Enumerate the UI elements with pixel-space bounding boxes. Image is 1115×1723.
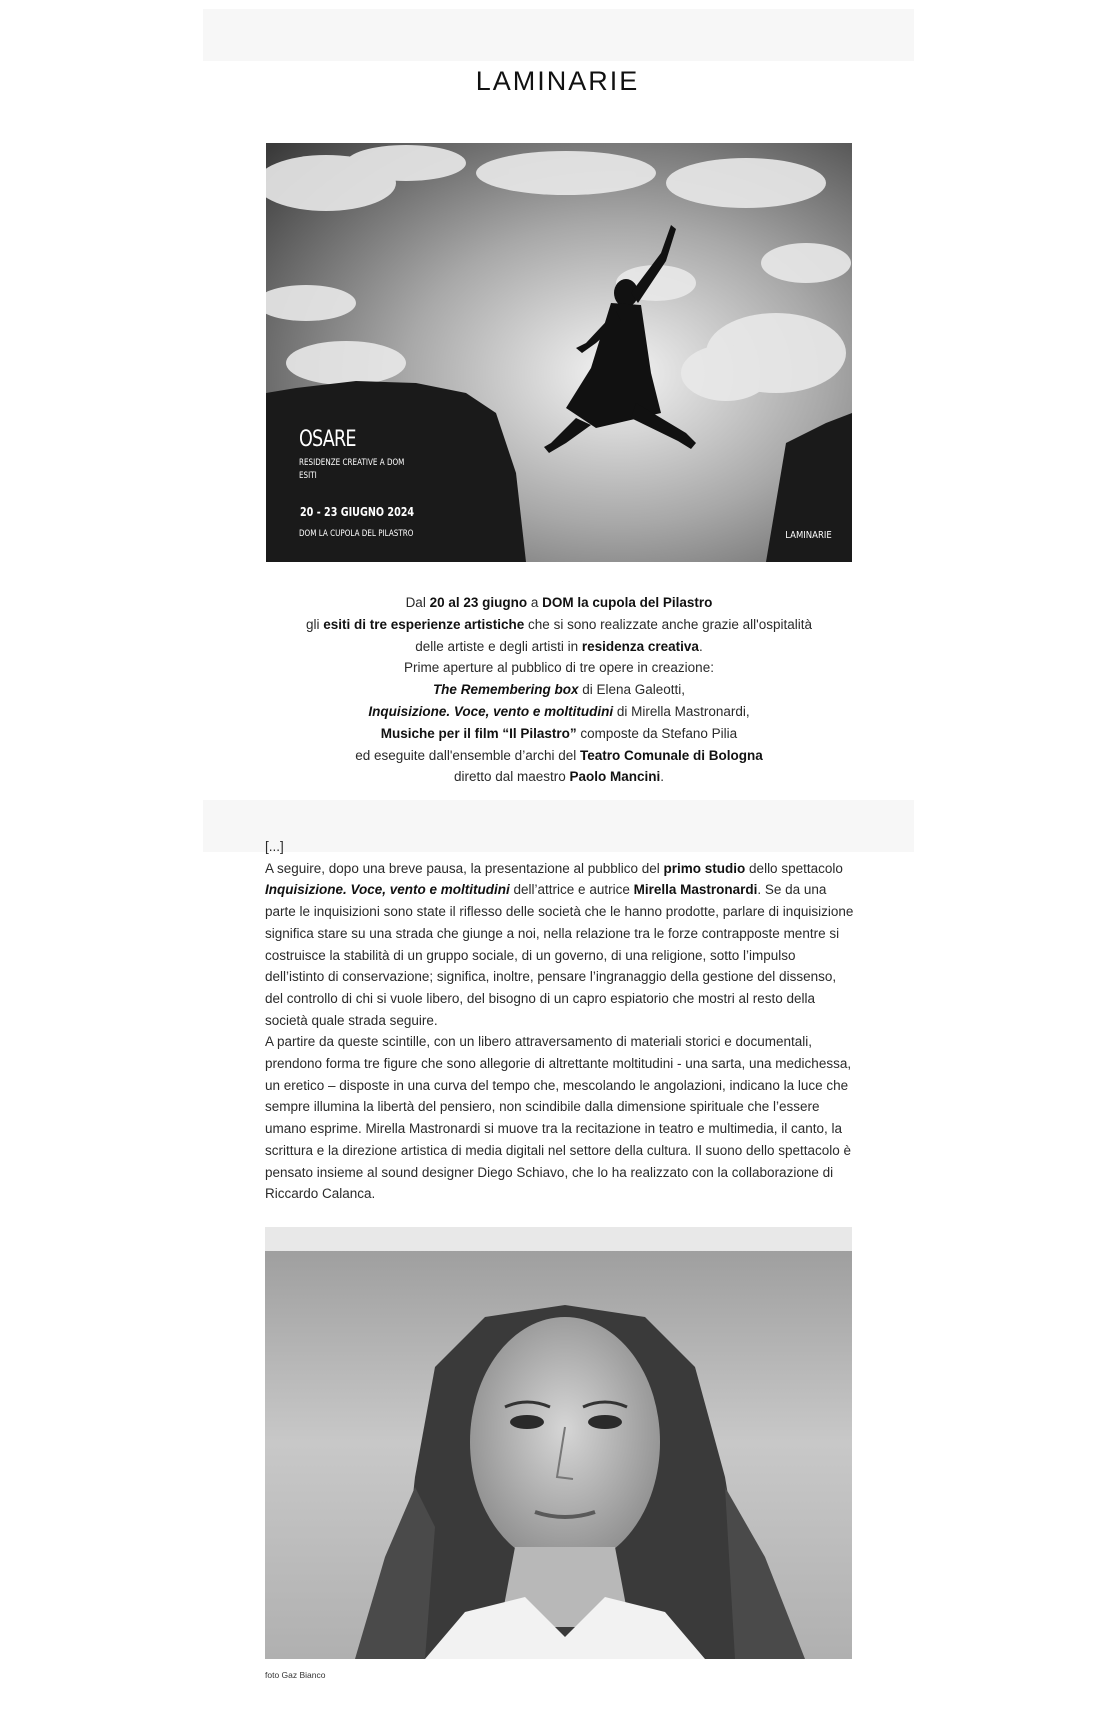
intro-text [266,592,852,788]
intro-line: Musiche per il film “Il Pilastro” composte da Stefano Pilia [380,725,738,741]
poster-dates: 20 - 23 GIUGNO 2024 [300,505,415,519]
intro-line: diretto dal maestro Paolo Mancini. [453,769,665,785]
poster-photo [266,143,852,562]
poster-venue: DOM LA CUPOLA DEL PILASTRO [299,529,414,539]
intro-line: delle artiste e degli artisti in residenza creativa. [415,638,703,654]
poster-title: OSARE [299,427,356,452]
article-body [265,836,855,1205]
intro-line: Inquisizione. Voce, vento e moltitudini di Mirella Mastronardi, [368,703,750,719]
top-band [203,9,914,61]
ellipsis: [...] [265,839,284,854]
intro-line: Prime aperture al pubblico di tre opere in creazione: [404,660,714,676]
paragraph: A seguire, dopo una breve pausa, la presentazione al pubblico del primo studio dello spettacolo Inquisizione. Voce, vento e moltitudini dell’attrice e autrice Mirella Mastronardi. Se da una parte le inquisizioni sono state il riflesso delle società che le hanno prodotte, parlare di inquisizione significa stare su una strada che giunge a noi, nella relazione tra le forze contrapposte mentre si costruisce la stabilità di un gruppo sociale, di un governo, di una religione, sotto l’impulso dell’istinto di conservazione; significa, inoltre, pensare l’ingranaggio della gestione del dissenso, del controllo di chi si vuole libero, del bisogno di un capro espiatorio che mostri al resto della società quale strada seguire. [265,860,854,1028]
intro-line: ed eseguite dall'ensemble d’archi del Teatro Comunale di Bologna [355,747,763,763]
portrait-image [265,1227,852,1659]
intro-line: The Remembering box di Elena Galeotti, [432,682,686,698]
event-poster-image[interactable] [266,143,852,562]
poster-brand: LAMINARIE [785,530,832,541]
portrait-photo[interactable] [265,1227,852,1659]
intro-line: gli esiti di tre esperienze artistiche che si sono realizzate anche grazie all'ospitalità [305,616,813,632]
poster-subtitle-esiti: ESITI [299,471,317,481]
photo-credit: foto Gaz Bianco [265,1670,326,1680]
laminarie-logo[interactable]: LAMINARIE [475,66,640,96]
poster-subtitle: RESIDENZE CREATIVE A DOM [299,458,405,468]
paragraph: A partire da queste scintille, con un libero attraversamento di materiali storici e documentali, prendono forma tre figure che sono allegorie di altrettante moltitudini - una sarta, una medichessa, un eretico – disposte in una curva del tempo che, mescolando le angolazioni, indicano la luce che sempre illumina la libertà del pensiero, non scindibile dalla dimensione spirituale che l’essere umano esprime. Mirella Mastronardi si muove tra la recitazione in teatro e multimedia, il canto, la scrittura e la direzione artistica di media digitali nel settore della cultura. Il suono dello spettacolo è pensato insieme al sound designer Diego Schiavo, che lo ha realizzato con la collaborazione di Riccardo Calanca. [265,1034,852,1202]
intro-line: Dal 20 al 23 giugno a DOM la cupola del Pilastro [405,595,713,610]
